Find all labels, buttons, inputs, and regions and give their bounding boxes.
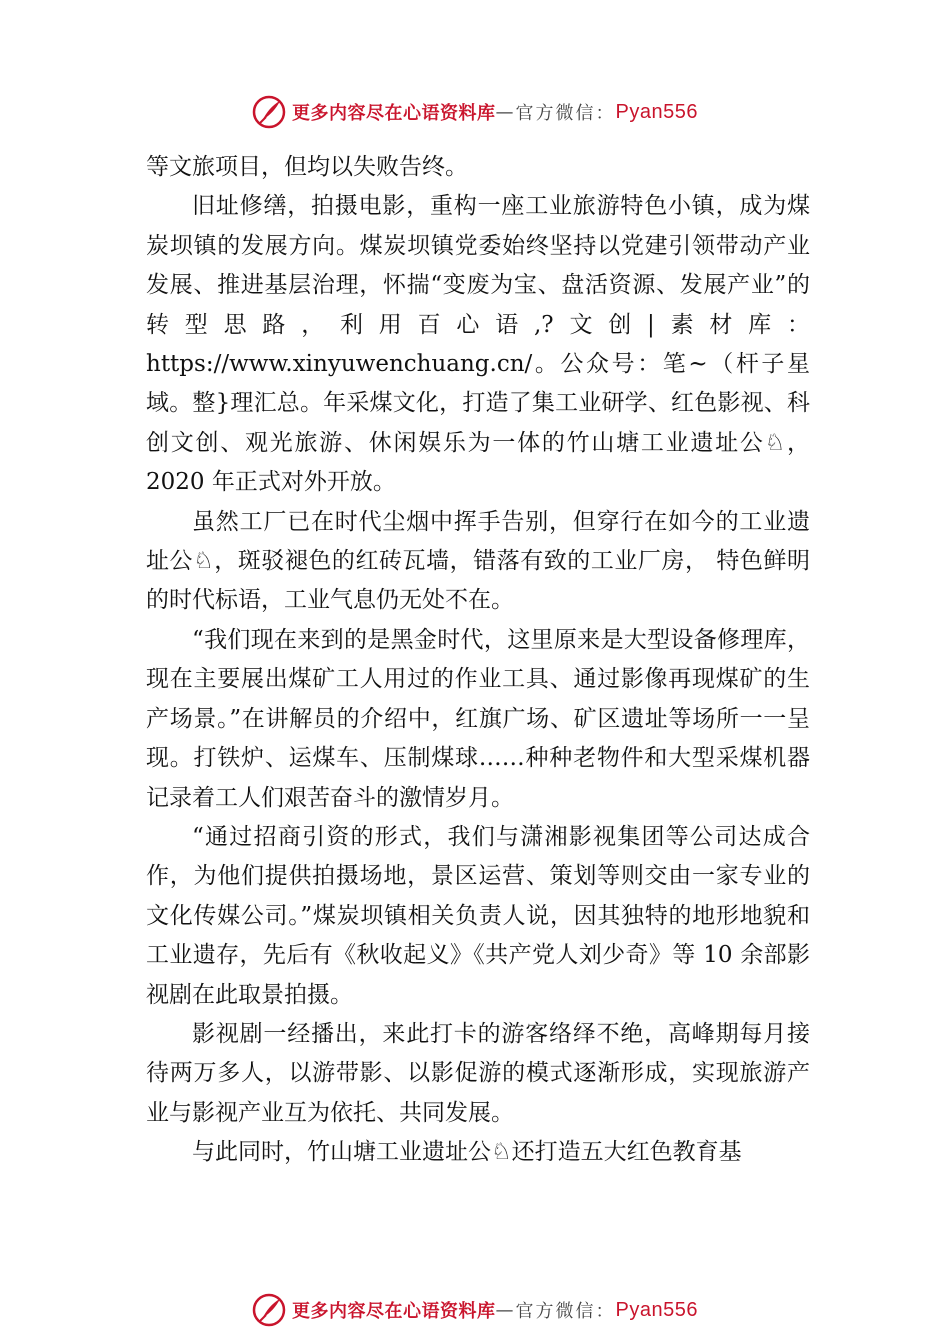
paragraph: 旧址修缮，拍摄电影，重构一座工业旅游特色小镇，成为煤炭坝镇的发展方向。煤炭坝镇党委始终坚持以党建引领带动产业发展、推进基层治理，怀揣“变废为宝、盘活资源、发展产业”的转型思路，利用百心语,?文创|素材库：https://www.xinyuwenchuang.cn/。公众号：笔~（杆子星域。整}理汇总。年采煤文化，打造了集工业研学、红色影视、科创文创、观光旅游、休闲娱乐为一体的竹山塘工业遗址公♘，2020 年正式对外开放。 (146, 193, 810, 496)
article-body (146, 148, 810, 1173)
footer-wechat-label: 官方微信： (515, 1301, 616, 1322)
paragraph: 虽然工厂已在时代尘烟中挥手告别，但穿行在如今的工业遗址公♘，斑驳褪色的红砖瓦墙，错落有致的工业厂房， 特色鲜明的时代标语，工业气息仍无处不在。 (146, 508, 810, 614)
header-banner (0, 92, 950, 132)
paragraph: “通过招商引资的形式，我们与潇湘影视集团等公司达成合作，为他们提供拍摄场地，景区运营、策划等则交由一家专业的文化传媒公司。”煤炭坝镇相关负责人说，因其独特的地形地貌和工业遗存，先后有《秋收起义》《共产党人刘少奇》等 10 余部影视剧在此取景拍摄。 (146, 823, 810, 1008)
header-brand: 更多内容尽在心语资料库 (292, 103, 496, 124)
footer-banner (0, 1290, 950, 1330)
quill-logo-icon (252, 1293, 286, 1327)
footer-brand: 更多内容尽在心语资料库 (292, 1301, 496, 1322)
paragraph: 影视剧一经播出，来此打卡的游客络绎不绝，高峰期每月接待两万多人，以游带影、以影促游的模式逐渐形成，实现旅游产业与影视产业互为依托、共同发展。 (146, 1020, 810, 1126)
header-wechat-id: Pyan556 (615, 100, 698, 123)
quill-logo-icon (252, 95, 286, 129)
paragraph: 与此同时，竹山塘工业遗址公♘还打造五大红色教育基 (192, 1139, 742, 1166)
header-dash: — (495, 101, 516, 123)
footer-wechat-id: Pyan556 (615, 1298, 698, 1321)
paragraph: “我们现在来到的是黑金时代，这里原来是大型设备修理库，现在主要展出煤矿工人用过的作业工具、通过影像再现煤矿的生产场景。”在讲解员的介绍中，红旗广场、矿区遗址等场所一一呈现。打铁炉、运煤车、压制煤球……种种老物件和大型采煤机器记录着工人们艰苦奋斗的激情岁月。 (146, 626, 810, 811)
footer-dash: — (495, 1299, 516, 1321)
header-wechat-label: 官方微信： (515, 103, 616, 124)
paragraph-continuation: 等文旅项目，但均以失败告终。 (146, 154, 468, 180)
